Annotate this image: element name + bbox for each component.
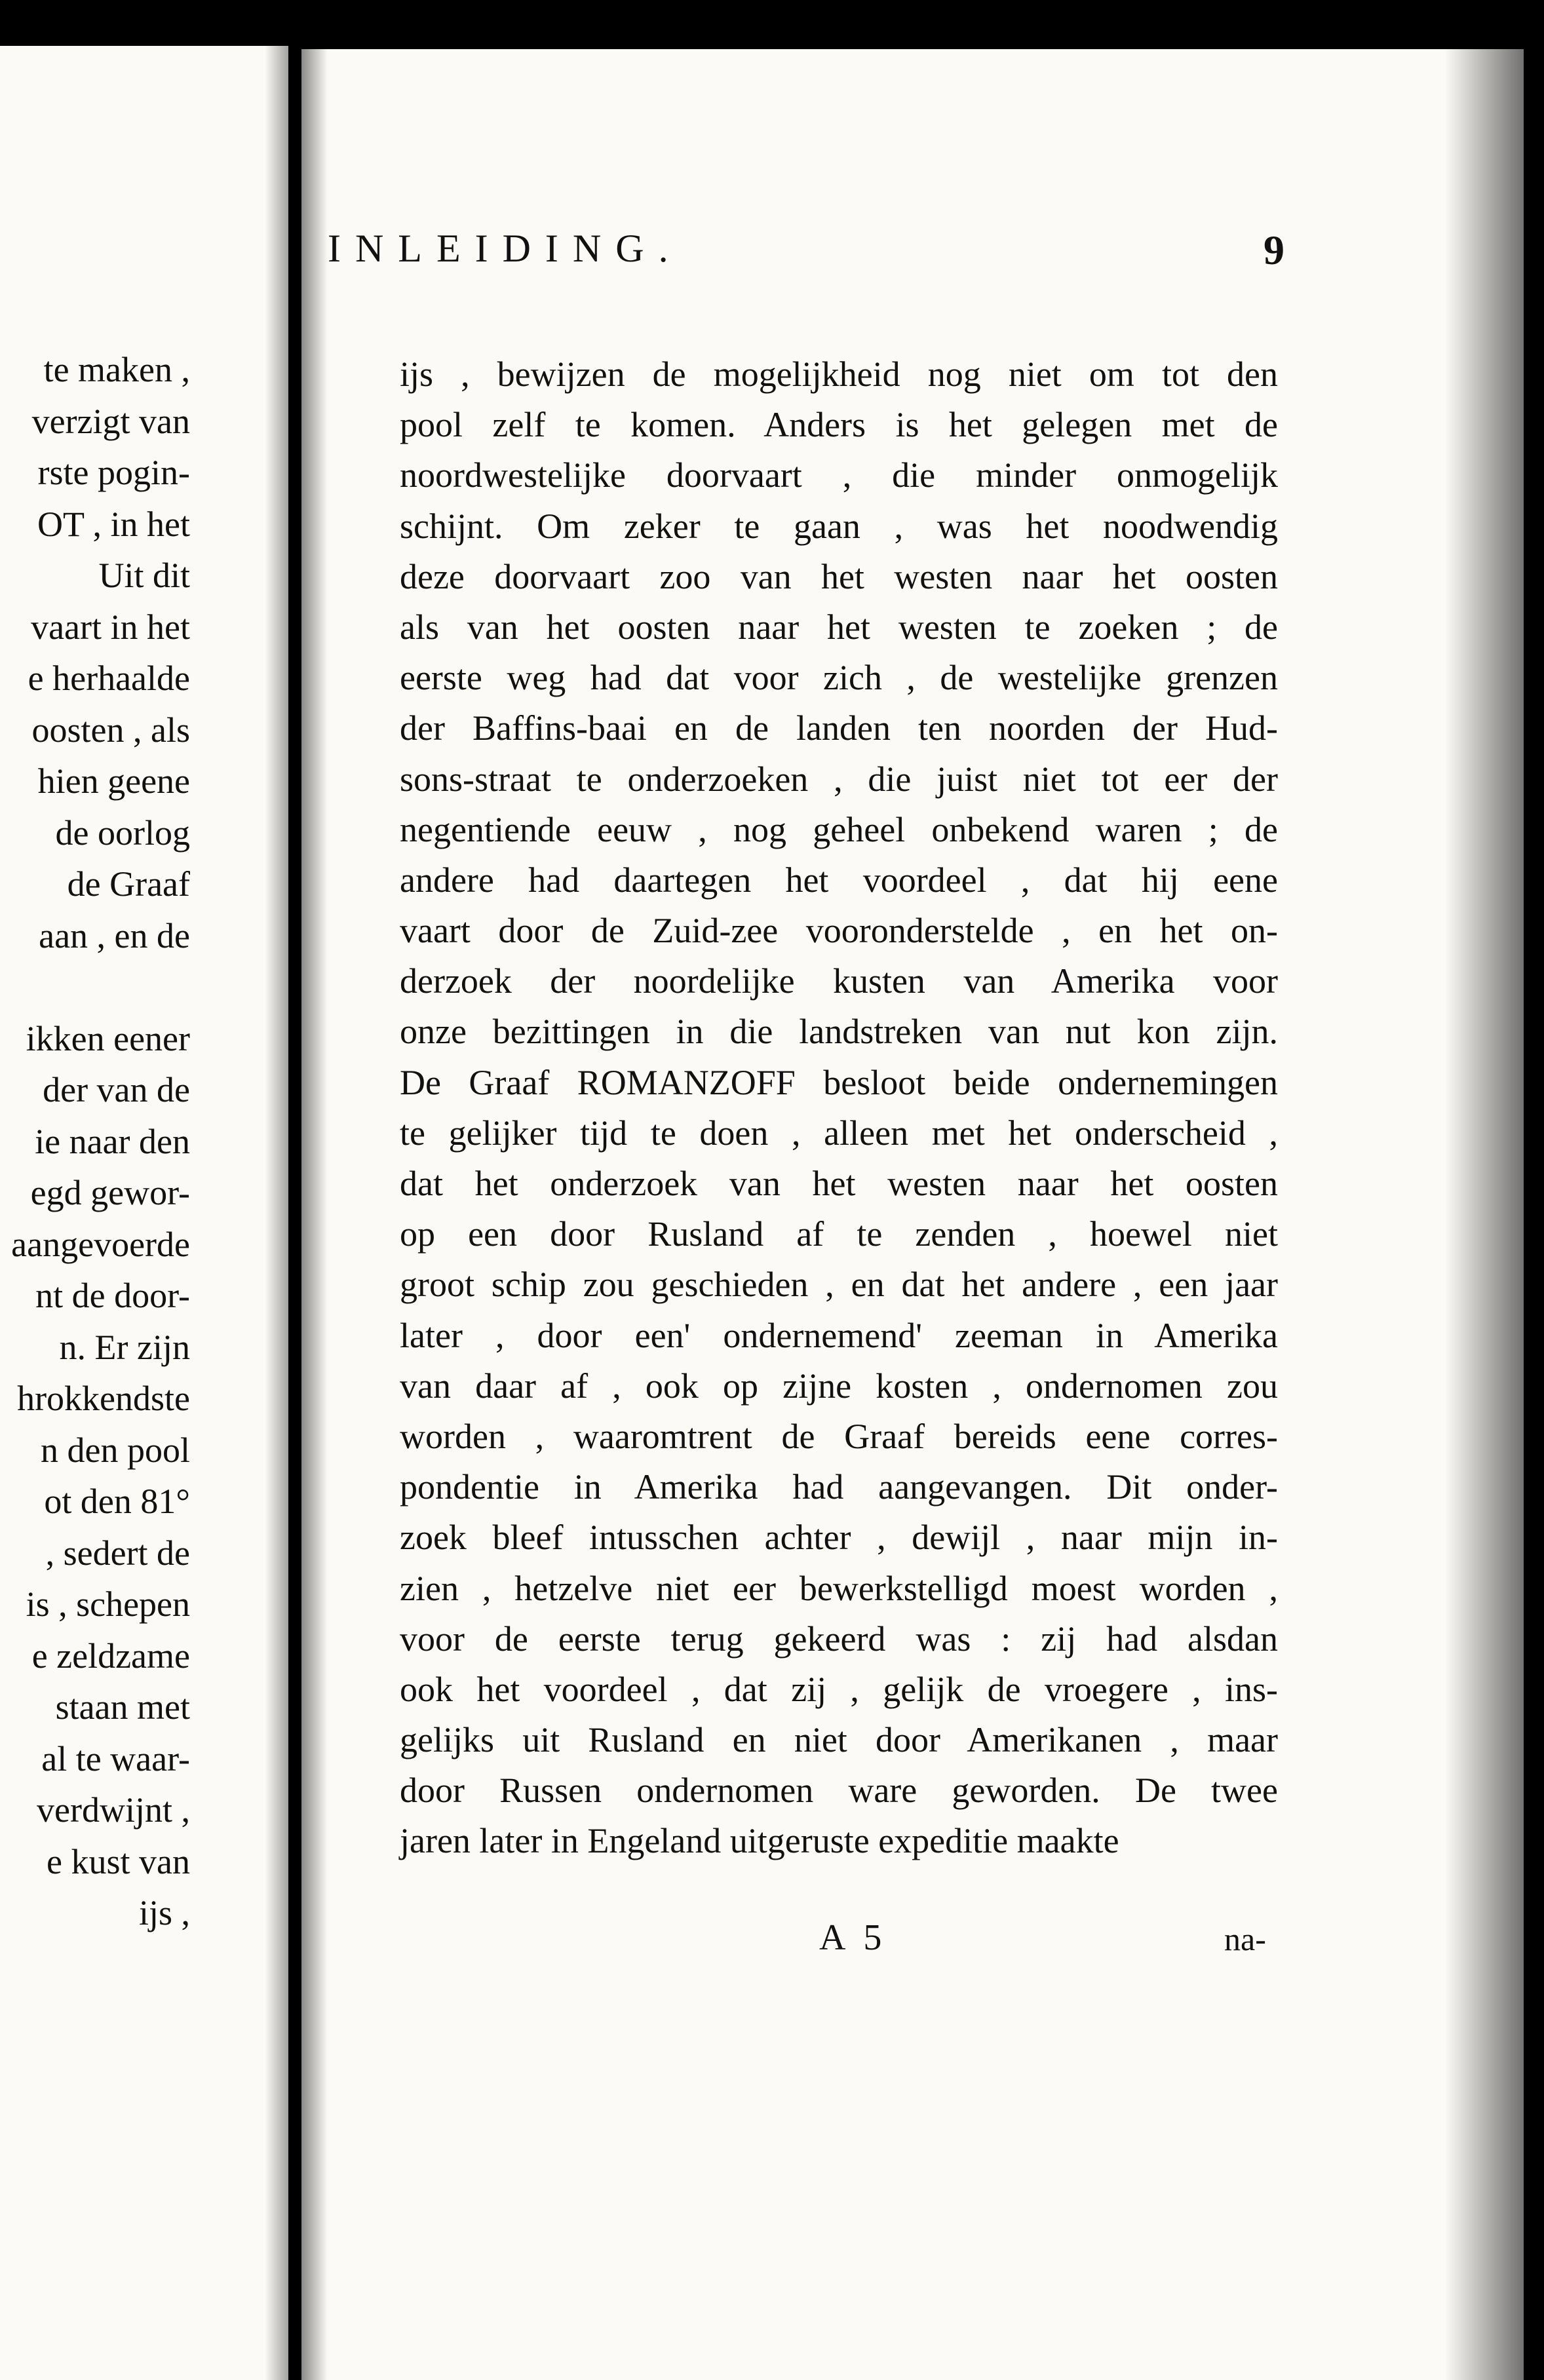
text-line: der Baffins-baai en de landen ten noorden der Hud- bbox=[400, 708, 1278, 748]
body-text bbox=[400, 349, 1278, 1867]
signature-mark: A 5 bbox=[819, 1917, 887, 1958]
text-line: pondentie in Amerika had aangevangen. Dit onder- bbox=[400, 1467, 1278, 1507]
text-line: later , door een' ondernemend' zeeman in Amerika bbox=[400, 1315, 1278, 1355]
text-line: sons-straat te onderzoeken , die juist niet tot eer der bbox=[400, 759, 1278, 799]
running-head bbox=[328, 226, 1284, 278]
text-line: negentiende eeuw , nog geheel onbekend waren ; de bbox=[400, 809, 1278, 849]
left-line: vaart in het bbox=[31, 607, 190, 647]
left-line: oosten , als bbox=[31, 710, 190, 750]
text-line: derzoek der noordelijke kusten van Amerika voor bbox=[400, 961, 1278, 1001]
left-line: egd gewor- bbox=[30, 1173, 190, 1212]
left-line: , sedert de bbox=[45, 1533, 190, 1573]
left-line: de Graaf bbox=[67, 864, 190, 904]
left-line: staan met bbox=[55, 1687, 190, 1727]
left-line: hrokkendste bbox=[17, 1379, 190, 1418]
text-line: op een door Rusland af te zenden , hoewel niet bbox=[400, 1214, 1278, 1254]
left-line: te maken , bbox=[43, 350, 190, 389]
text-line: worden , waaromtrent de Graaf bereids eene corres- bbox=[400, 1416, 1278, 1456]
text-line: te gelijker tijd te doen , alleen met het onderscheid , bbox=[400, 1113, 1278, 1153]
left-line: hien geene bbox=[37, 761, 190, 801]
left-line: OT , in het bbox=[37, 504, 190, 544]
text-line: jaren later in Engeland uitgeruste expeditie maakte bbox=[400, 1821, 1119, 1861]
text-line: vaart door de Zuid-zee vooronderstelde , en het on- bbox=[400, 911, 1278, 951]
text-line: gelijks uit Rusland en niet door Amerikanen , maar bbox=[400, 1720, 1278, 1760]
text-line: andere had daartegen het voordeel , dat hij eene bbox=[400, 860, 1278, 900]
left-line: e kust van bbox=[47, 1841, 190, 1881]
text-line: dat het onderzoek van het westen naar het oosten bbox=[400, 1164, 1278, 1203]
left-line: ot den 81° bbox=[44, 1482, 190, 1521]
text-line: van daar af , ook op zijne kosten , ondernomen zou bbox=[400, 1366, 1278, 1406]
left-line: de oorlog bbox=[55, 813, 190, 853]
catchword: na- bbox=[1224, 1921, 1266, 1957]
left-line: nt de door- bbox=[35, 1276, 190, 1315]
page-number: 9 bbox=[1264, 227, 1284, 273]
left-line: verdwijnt , bbox=[37, 1790, 190, 1830]
left-line: aangevoerde bbox=[11, 1224, 190, 1264]
left-line: aan , en de bbox=[39, 915, 190, 955]
gutter-shadow bbox=[301, 49, 328, 2380]
text-line: De Graaf ROMANZOFF besloot beide ondernemingen bbox=[400, 1062, 1278, 1102]
text-line: schijnt. Om zeker te gaan , was het noodwendig bbox=[400, 506, 1278, 546]
left-line bbox=[11, 961, 190, 1013]
text-line: pool zelf te komen. Anders is het gelegen met de bbox=[400, 405, 1278, 445]
left-line: e zeldzame bbox=[31, 1636, 190, 1676]
left-line: ie naar den bbox=[35, 1121, 190, 1161]
left-line: der van de bbox=[43, 1070, 190, 1109]
left-line: verzigt van bbox=[31, 401, 190, 441]
text-line: noordwestelijke doorvaart , die minder onmogelijk bbox=[400, 455, 1278, 495]
text-line: eerste weg had dat voor zich , de westelijke grenzen bbox=[400, 658, 1278, 698]
left-line: Uit dit bbox=[98, 556, 190, 595]
text-line: voor de eerste terug gekeerd was : zij had alsdan bbox=[400, 1619, 1278, 1659]
text-line: ijs , bewijzen de mogelijkheid nog niet om tot den bbox=[400, 355, 1278, 394]
text-line: ook het voordeel , dat zij , gelijk de vroegere , ins- bbox=[400, 1669, 1278, 1709]
left-line: is , schepen bbox=[26, 1584, 190, 1624]
left-page-text bbox=[11, 344, 190, 1939]
text-line: zoek bleef intusschen achter , dewijl , naar mijn in- bbox=[400, 1518, 1278, 1558]
left-line: rste pogin- bbox=[37, 453, 190, 492]
text-line: door Russen ondernomen ware geworden. De twee bbox=[400, 1771, 1278, 1811]
page-edge-shadow bbox=[1445, 49, 1524, 2380]
left-line: ijs , bbox=[138, 1893, 190, 1932]
text-line: zien , hetzelve niet eer bewerkstelligd moest worden , bbox=[400, 1568, 1278, 1608]
text-line: als van het oosten naar het westen te zoeken ; de bbox=[400, 607, 1278, 647]
text-line: deze doorvaart zoo van het westen naar het oosten bbox=[400, 556, 1278, 596]
gutter-shadow bbox=[265, 46, 288, 2380]
left-line: al te waar- bbox=[41, 1738, 190, 1778]
left-page bbox=[0, 46, 288, 2380]
text-line: groot schip zou geschieden , en dat het andere , een jaar bbox=[400, 1265, 1278, 1305]
text-line: onze bezittingen in die landstreken van nut kon zijn. bbox=[400, 1012, 1278, 1052]
left-line: n. Er zijn bbox=[59, 1327, 190, 1367]
left-line: e herhaalde bbox=[28, 659, 190, 698]
left-line: ikken eener bbox=[26, 1018, 190, 1058]
left-line: n den pool bbox=[41, 1430, 190, 1470]
running-title: INLEIDING. bbox=[328, 227, 683, 270]
